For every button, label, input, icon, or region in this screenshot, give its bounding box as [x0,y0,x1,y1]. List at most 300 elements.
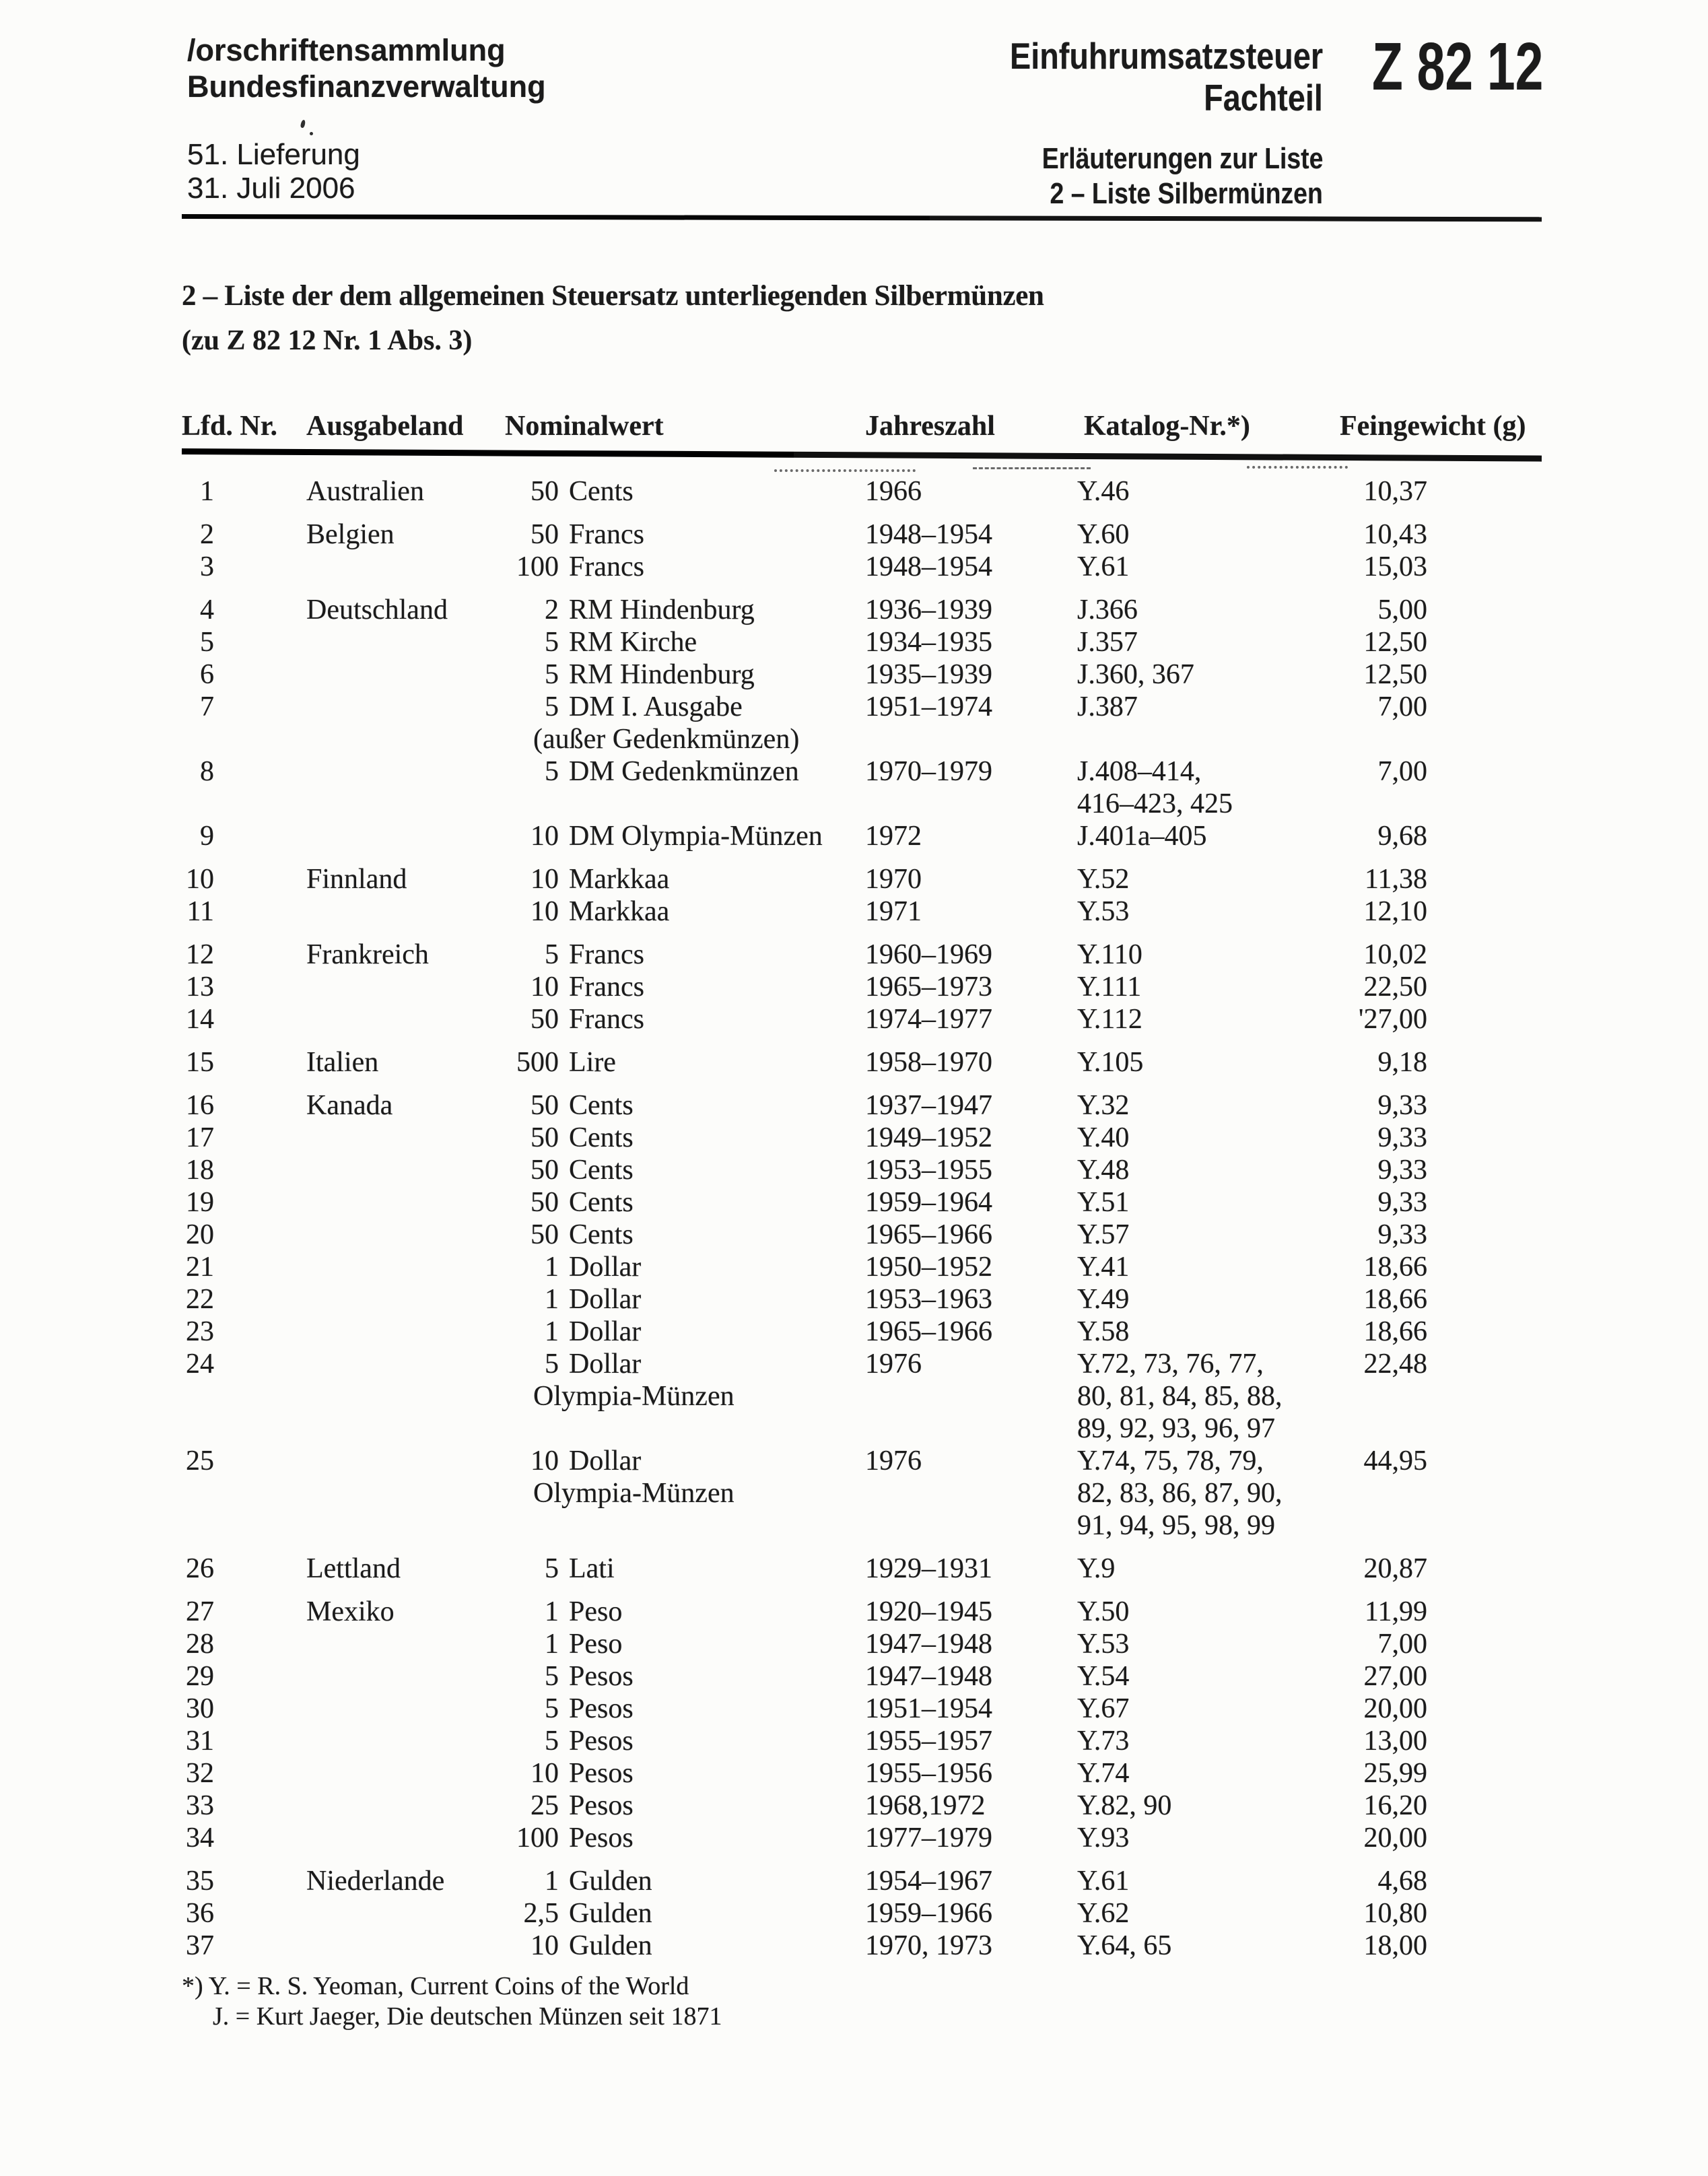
row-nominal-amount: 50 [531,1219,559,1250]
row-fineweight: '27,00 [1358,1004,1427,1035]
row-country: Finnland [306,864,407,895]
row-country: Lettland [306,1553,401,1584]
row-nominal-unit: Francs [569,551,644,582]
row-nominal-line [471,1089,865,1122]
row-years: 1977–1979 [865,1823,992,1854]
row-nominal-amount: 50 [531,476,559,507]
row-nominal-line [471,1046,865,1079]
row-nominal-unit: RM Kirche [569,627,697,658]
page-subtitle: (zu Z 82 12 Nr. 1 Abs. 3) [182,325,473,356]
row-nominal [471,1154,865,1186]
row-catalog-line: 416–423, 425 [1077,788,1233,819]
row-catalog [1077,971,1340,1003]
row-nominal-unit: Francs [569,1004,644,1035]
row-years: 1949–1952 [865,1122,992,1153]
row-nominal-unit: Cents [569,1122,634,1153]
row-nominal-amount: 50 [531,1122,559,1153]
row-fineweight: 27,00 [1363,1661,1427,1692]
row-number: 16 [186,1090,214,1121]
row-nominal-unit: Francs [569,939,644,970]
row-number: 9 [200,821,214,852]
row-years: 1958–1970 [865,1047,992,1078]
table-row [182,594,1542,626]
row-nominal-amount: 1 [545,1316,559,1347]
table-row [182,1154,1542,1186]
row-nominal-unit: Pesos [569,1661,634,1692]
row-nominal [471,939,865,971]
row-nominal [471,1628,865,1660]
row-catalog [1077,1822,1340,1854]
row-catalog-line: Y.40 [1077,1122,1130,1153]
row-catalog [1077,1089,1340,1122]
row-nominal-unit: Gulden [569,1866,652,1897]
col-header-katalog-nr: Katalog-Nr.*) [1084,411,1250,442]
row-catalog-line: Y.110 [1077,939,1142,970]
row-years: 1976 [865,1446,922,1476]
row-catalog-line: Y.73 [1077,1726,1130,1757]
row-country: Deutschland [306,594,448,625]
row-years: 1934–1935 [865,627,992,658]
row-nominal [471,594,865,626]
row-fineweight: 18,66 [1363,1284,1427,1315]
row-years: 1971 [865,896,922,927]
reference-line1: Erläuterungen zur Liste [1041,142,1323,175]
row-fineweight: 9,33 [1377,1155,1427,1186]
row-catalog-line: J.366 [1077,594,1138,625]
row-nominal [471,1251,865,1283]
row-nominal-unit: Cents [569,476,634,507]
row-fineweight: 10,43 [1363,519,1427,550]
table-row [182,863,1542,895]
row-nominal-unit: Peso [569,1629,623,1660]
row-fineweight: 18,66 [1363,1316,1427,1347]
row-fineweight: 22,48 [1363,1349,1427,1380]
row-nominal-unit: Lati [569,1553,615,1584]
col-header-nominalwert: Nominalwert [505,411,664,442]
row-fineweight: 10,80 [1363,1898,1427,1929]
table-row [182,1553,1542,1585]
table-row [182,939,1542,971]
row-years: 1960–1969 [865,939,992,970]
row-number: 33 [186,1790,214,1821]
row-nominal-unit: Dollar [569,1446,642,1476]
row-catalog-line: J.408–414, [1077,756,1202,787]
row-number: 1 [200,476,214,507]
row-fineweight: 9,33 [1377,1122,1427,1153]
row-nominal [471,1693,865,1725]
row-nominal-line [471,1003,865,1035]
row-nominal [471,755,865,788]
row-number: 14 [186,1004,214,1035]
footnotes [182,1971,722,2032]
row-catalog [1077,1628,1340,1660]
row-fineweight: 9,33 [1377,1187,1427,1218]
row-years: 1959–1966 [865,1898,992,1929]
table-rows [182,475,1542,1962]
row-nominal [471,1757,865,1790]
row-catalog-line: Y.54 [1077,1661,1130,1692]
row-years: 1936–1939 [865,594,992,625]
reference-line2: 2 – Liste Silbermünzen [1050,177,1323,210]
table-row [182,691,1542,755]
table-row [182,755,1542,820]
row-nominal [471,1822,865,1854]
row-catalog-line: J.387 [1077,691,1138,722]
row-nominal-line [471,518,865,551]
row-nominal [471,1186,865,1219]
row-catalog-line: Y.60 [1077,519,1130,550]
row-catalog-line: Y.58 [1077,1316,1130,1347]
row-catalog [1077,1757,1340,1790]
row-nominal-amount: 5 [545,1349,559,1380]
row-number: 8 [200,756,214,787]
row-catalog [1077,1445,1340,1542]
row-nominal-unit: DM Gedenkmünzen [569,756,799,787]
row-nominal-line [471,971,865,1003]
row-country: Belgien [306,519,395,550]
row-nominal-line [471,1348,865,1380]
row-years: 1947–1948 [865,1629,992,1660]
row-catalog-line: Y.50 [1077,1596,1130,1627]
row-nominal [471,1897,865,1930]
table-row [182,551,1542,583]
row-number: 35 [186,1866,214,1897]
row-nominal-line [471,1725,865,1757]
row-years: 1920–1945 [865,1596,992,1627]
row-nominal-extra: Olympia-Münzen [533,1478,735,1509]
row-nominal-line [471,1930,865,1962]
row-nominal-unit: Markkaa [569,896,670,927]
table-row [182,1089,1542,1122]
row-nominal-line [471,1628,865,1660]
row-years: 1970, 1973 [865,1930,992,1961]
row-catalog-line: Y.46 [1077,476,1130,507]
row-fineweight: 4,68 [1377,1866,1427,1897]
scan-speck [310,132,313,135]
row-years: 1948–1954 [865,519,992,550]
row-catalog-line: Y.111 [1077,972,1142,1002]
row-catalog [1077,1553,1340,1585]
row-years: 1937–1947 [865,1090,992,1121]
row-nominal-unit: Dollar [569,1252,642,1283]
row-fineweight: 25,99 [1363,1758,1427,1789]
table-row [182,820,1542,852]
table-row [182,1930,1542,1962]
row-catalog [1077,820,1340,852]
row-nominal-line [471,1251,865,1283]
row-nominal-extra: (außer Gedenkmünzen) [533,724,800,755]
row-catalog [1077,1186,1340,1219]
row-nominal-line [471,551,865,583]
col-header-lfd-nr: Lfd. Nr. [182,411,277,442]
row-nominal-unit: Dollar [569,1316,642,1347]
row-nominal [471,1316,865,1348]
row-country: Australien [306,476,424,507]
row-nominal-extra: Olympia-Münzen [533,1381,735,1412]
row-nominal-unit: Gulden [569,1930,652,1961]
row-catalog-line: Y.82, 90 [1077,1790,1172,1821]
row-catalog-line: Y.112 [1077,1004,1142,1035]
table-row [182,626,1542,658]
row-nominal-amount: 10 [531,972,559,1002]
row-nominal-line [471,1219,865,1251]
row-nominal-line [471,594,865,626]
row-nominal-amount: 5 [545,756,559,787]
row-fineweight: 12,50 [1363,659,1427,690]
row-nominal-unit: RM Hindenburg [569,659,755,690]
row-nominal-amount: 5 [545,627,559,658]
row-number: 37 [186,1930,214,1961]
table-row [182,1186,1542,1219]
row-catalog-line: Y.74 [1077,1758,1130,1789]
row-nominal-amount: 50 [531,1090,559,1121]
delivery-line2: 31. Juli 2006 [187,172,355,205]
table-row [182,1445,1542,1542]
row-number: 6 [200,659,214,690]
row-catalog-line: Y.67 [1077,1693,1130,1724]
row-number: 27 [186,1596,214,1627]
row-nominal-unit: Cents [569,1219,634,1250]
row-number: 28 [186,1629,214,1660]
row-nominal [471,1660,865,1693]
row-nominal-amount: 100 [516,1823,559,1854]
row-number: 36 [186,1898,214,1929]
delivery-block [187,138,360,205]
row-nominal [471,691,865,755]
row-catalog [1077,1660,1340,1693]
row-nominal-unit: Pesos [569,1693,634,1724]
row-catalog-line: Y.9 [1077,1553,1116,1584]
table-row [182,1348,1542,1445]
row-catalog [1077,863,1340,895]
row-fineweight: 9,33 [1377,1090,1427,1121]
row-nominal-unit: Pesos [569,1790,634,1821]
row-catalog-line: Y.52 [1077,864,1130,895]
row-nominal-line [471,1596,865,1628]
row-years: 1951–1954 [865,1693,992,1724]
row-number: 22 [186,1284,214,1315]
table-row [182,1757,1542,1790]
row-nominal-amount: 10 [531,821,559,852]
row-fineweight: 12,10 [1363,896,1427,927]
row-years: 1974–1977 [865,1004,992,1035]
row-nominal-unit: Dollar [569,1284,642,1315]
row-nominal-amount: 100 [516,551,559,582]
row-fineweight: 7,00 [1377,1629,1427,1660]
row-number: 24 [186,1349,214,1380]
row-number: 12 [186,939,214,970]
row-nominal-amount: 5 [545,1661,559,1692]
row-number: 25 [186,1446,214,1476]
row-nominal [471,820,865,852]
subject-block [955,35,1323,118]
scan-artifact [1247,466,1348,469]
row-nominal-amount: 10 [531,896,559,927]
row-number: 34 [186,1823,214,1854]
row-nominal-line [471,1865,865,1897]
table-row [182,1725,1542,1757]
row-catalog [1077,658,1340,691]
row-number: 19 [186,1187,214,1218]
table-row [182,1046,1542,1079]
table-row [182,518,1542,551]
row-nominal-amount: 25 [531,1790,559,1821]
row-nominal [471,1089,865,1122]
row-years: 1970–1979 [865,756,992,787]
table-row [182,1628,1542,1660]
row-fineweight: 9,33 [1377,1219,1427,1250]
row-nominal-line [471,820,865,852]
row-nominal-line [471,1693,865,1725]
row-catalog [1077,1596,1340,1628]
row-fineweight: 20,00 [1363,1693,1427,1724]
row-nominal-amount: 10 [531,1758,559,1789]
row-catalog [1077,1693,1340,1725]
row-nominal [471,658,865,691]
table-row [182,1790,1542,1822]
subject-line2: Fachteil [1204,77,1323,118]
row-nominal-unit: Cents [569,1187,634,1218]
col-header-ausgabeland: Ausgabeland [306,411,464,442]
row-fineweight: 22,50 [1363,972,1427,1002]
table-row [182,971,1542,1003]
table-row [182,1283,1542,1316]
row-years: 1965–1966 [865,1316,992,1347]
scan-artifact [973,467,1091,469]
row-nominal-amount: 50 [531,1155,559,1186]
row-nominal-line [471,1553,865,1585]
row-catalog-line: 80, 81, 84, 85, 88, [1077,1381,1283,1412]
row-number: 26 [186,1553,214,1584]
row-years: 1955–1957 [865,1726,992,1757]
row-country: Mexiko [306,1596,395,1627]
table-row [182,1693,1542,1725]
row-nominal-amount: 5 [545,659,559,690]
table-header [182,409,1542,443]
row-number: 17 [186,1122,214,1153]
row-catalog-line: 89, 92, 93, 96, 97 [1077,1413,1275,1444]
row-number: 3 [200,551,214,582]
footnote-jaeger: J. = Kurt Jaeger, Die deutschen Münzen seit 1871 [213,2002,722,2031]
row-nominal-line [471,1757,865,1790]
row-years: 1951–1974 [865,691,992,722]
row-number: 13 [186,972,214,1002]
table-row [182,1219,1542,1251]
row-nominal-unit: Gulden [569,1898,652,1929]
row-fineweight: 10,37 [1363,476,1427,507]
row-nominal-unit: Pesos [569,1758,634,1789]
row-nominal [471,551,865,583]
reference-block [992,141,1323,211]
row-years: 1965–1973 [865,972,992,1002]
row-country: Niederlande [306,1866,445,1897]
row-nominal-amount: 5 [545,1726,559,1757]
row-fineweight: 12,50 [1363,627,1427,658]
row-years: 1953–1955 [865,1155,992,1186]
row-number: 15 [186,1047,214,1078]
row-fineweight: 16,20 [1363,1790,1427,1821]
row-nominal-line [471,1445,865,1477]
row-catalog [1077,1154,1340,1186]
row-nominal-amount: 1 [545,1284,559,1315]
row-nominal-amount: 5 [545,1553,559,1584]
row-number: 30 [186,1693,214,1724]
row-nominal-unit: Pesos [569,1823,634,1854]
row-fineweight: 9,68 [1377,821,1427,852]
row-nominal-amount: 1 [545,1252,559,1283]
publisher-line2: Bundesfinanzverwaltung [187,69,546,104]
publisher-line1: /orschriftensammlung [187,33,506,67]
row-number: 10 [186,864,214,895]
row-catalog [1077,1219,1340,1251]
row-nominal-line [471,1897,865,1930]
row-nominal-amount: 1 [545,1866,559,1897]
row-number: 18 [186,1155,214,1186]
row-catalog [1077,551,1340,583]
row-nominal [471,1122,865,1154]
delivery-line1: 51. Lieferung [187,138,360,171]
row-nominal-amount: 10 [531,1446,559,1476]
row-nominal [471,1596,865,1628]
row-nominal [471,1046,865,1079]
row-catalog [1077,1251,1340,1283]
row-catalog [1077,1046,1340,1079]
row-nominal [471,1348,865,1413]
row-fineweight: 18,66 [1363,1252,1427,1283]
row-catalog [1077,755,1340,820]
row-catalog-line: Y.105 [1077,1047,1144,1078]
row-number: 32 [186,1758,214,1789]
row-catalog [1077,1122,1340,1154]
row-nominal-amount: 50 [531,519,559,550]
row-number: 23 [186,1316,214,1347]
row-years: 1954–1967 [865,1866,992,1897]
row-fineweight: 11,38 [1365,864,1427,895]
row-nominal-unit: Pesos [569,1726,634,1757]
row-nominal [471,518,865,551]
table-row [182,1897,1542,1930]
row-nominal [471,475,865,508]
row-nominal [471,1725,865,1757]
row-nominal-unit: Francs [569,519,644,550]
row-catalog-line: 91, 94, 95, 98, 99 [1077,1510,1275,1541]
row-years: 1950–1952 [865,1252,992,1283]
table-row [182,1251,1542,1283]
row-catalog-line: Y.93 [1077,1823,1130,1854]
row-catalog [1077,895,1340,928]
row-number: 4 [200,594,214,625]
row-catalog [1077,626,1340,658]
scan-artifact [774,469,916,472]
row-fineweight: 20,87 [1363,1553,1427,1584]
row-catalog-line: Y.72, 73, 76, 77, [1077,1349,1264,1380]
row-fineweight: 10,02 [1363,939,1427,970]
row-nominal-amount: 5 [545,1693,559,1724]
row-nominal [471,626,865,658]
publisher-block [187,32,546,105]
row-catalog-line: J.357 [1077,627,1138,658]
row-catalog [1077,1790,1340,1822]
row-catalog-line: Y.53 [1077,1629,1130,1660]
row-nominal-line [471,691,865,723]
col-header-jahreszahl: Jahreszahl [865,411,995,442]
row-nominal-line [471,1283,865,1316]
row-nominal [471,1003,865,1035]
row-nominal-unit: Dollar [569,1349,642,1380]
row-fineweight: 44,95 [1363,1446,1427,1476]
row-nominal-amount: 1 [545,1596,559,1627]
row-catalog [1077,518,1340,551]
